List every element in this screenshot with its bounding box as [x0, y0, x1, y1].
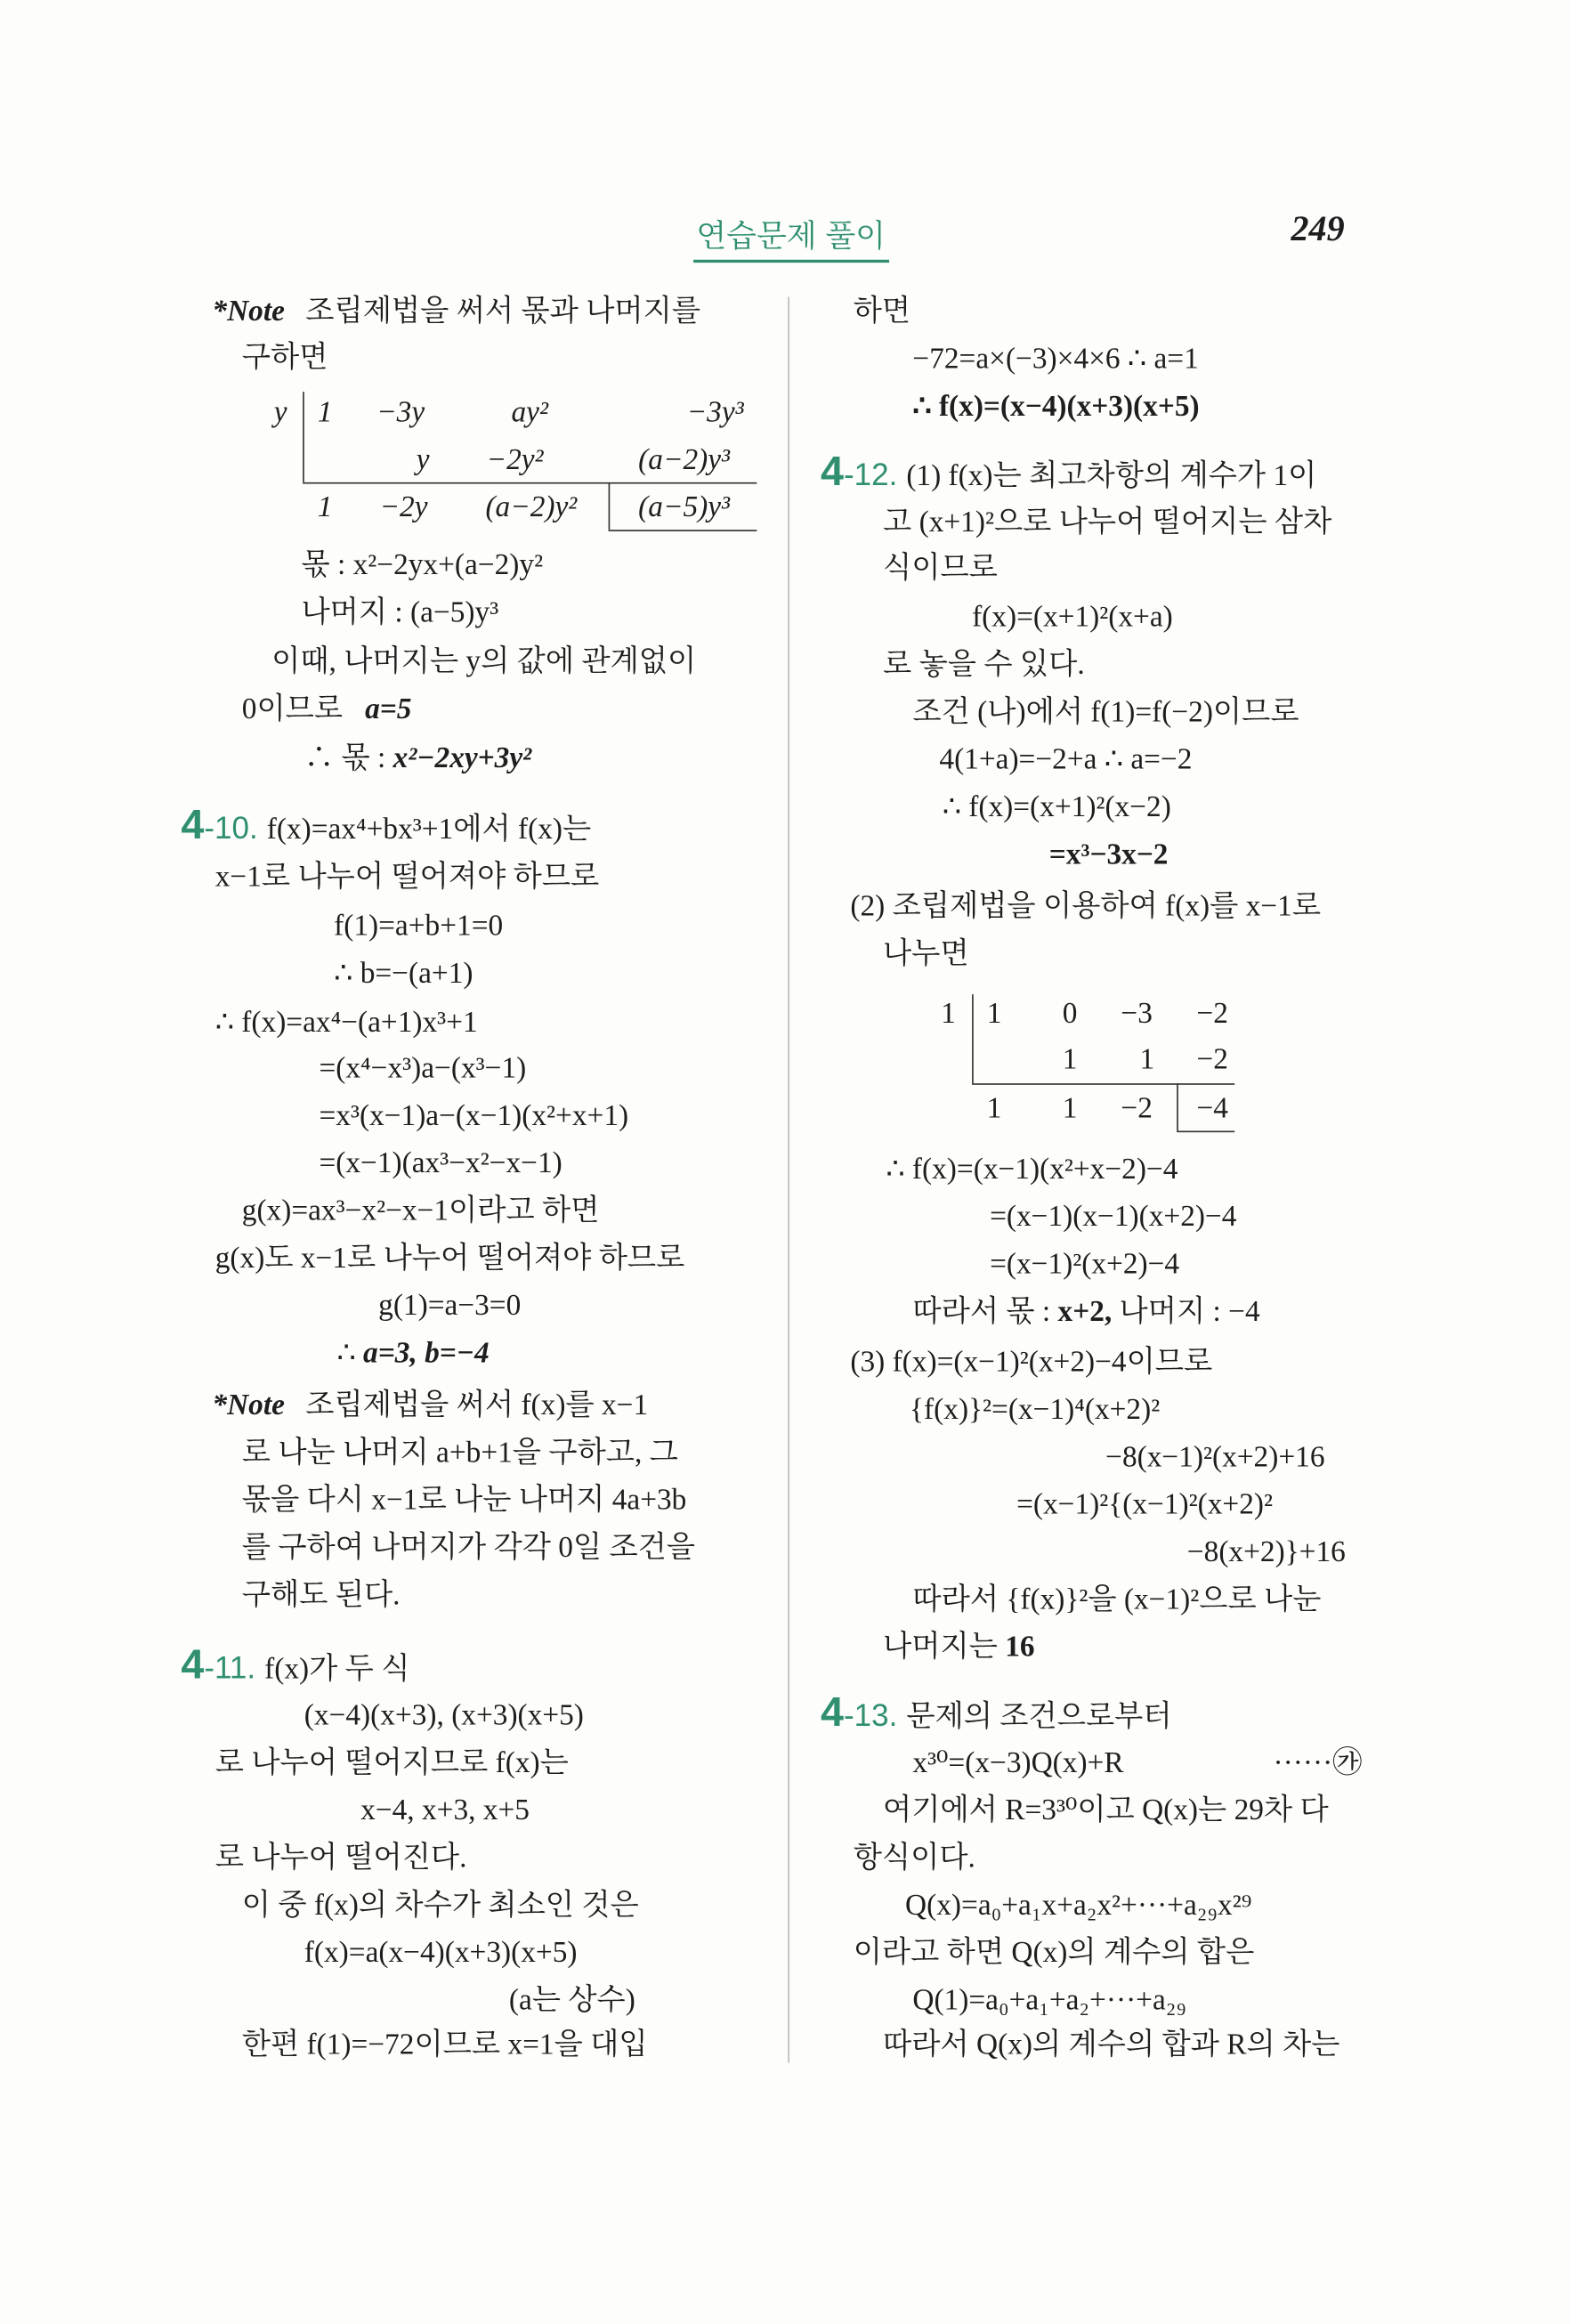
text: f(x)=ax⁴+bx³+1에서 f(x)는: [266, 813, 592, 846]
text-line: 로 놓을 수 있다.: [883, 648, 1085, 682]
text-line: 나머지 : (a−5)y³: [301, 596, 499, 629]
equation-marker: ······㉮: [1273, 1746, 1363, 1780]
text-line: 4(1+a)=−2+a ∴ a=−2: [939, 743, 1193, 776]
note-label: *Note: [212, 295, 285, 328]
answer: 16: [1005, 1631, 1035, 1664]
remainder-cell: −4: [1196, 1092, 1228, 1125]
cell: 1: [986, 997, 1002, 1031]
problem-heading-4-13: [821, 1688, 1172, 1736]
text-line: ∴ f(x)=(x+1)²(x−2): [942, 790, 1171, 824]
division-line: [303, 482, 757, 484]
text-line: (x−4)(x+3), (x+3)(x+5): [303, 1699, 584, 1732]
cell: −2y²: [486, 443, 544, 477]
text-line: (2) 조립제법을 이용하여 f(x)를 x−1로: [850, 890, 1322, 924]
text-line: ∴ f(x)=(x−1)(x²+x−2)−4: [886, 1153, 1178, 1186]
text-line: 로 나누어 떨어진다.: [214, 1842, 467, 1875]
text-line: 로 나누어 떨어지므로 f(x)는: [214, 1746, 569, 1780]
note-text: 조립제법을 써서 몫과 나머지를: [305, 295, 701, 328]
text: ∴ 몫 :: [303, 741, 393, 775]
section-title: 연습문제 풀이: [693, 212, 888, 263]
problem-number: 4: [821, 448, 844, 495]
text-line: 항식이다.: [853, 1842, 975, 1875]
problem-suffix: -13.: [843, 1699, 898, 1734]
answer: a=5: [365, 692, 412, 726]
cell: 1: [1139, 1043, 1155, 1076]
text-line: 로 나눈 나머지 a+b+1을 구하고, 그: [241, 1436, 678, 1470]
text-line: 하면: [853, 295, 911, 328]
cell: −2: [1196, 1043, 1228, 1076]
answer-line: [912, 1294, 1259, 1330]
text-line: =(x−1)(x−1)(x+2)−4: [990, 1200, 1237, 1234]
text-line: −8(x−1)²(x+2)+16: [1105, 1440, 1325, 1474]
division-bar: [972, 994, 974, 1083]
divisor: y: [273, 396, 287, 429]
cell: 1: [317, 490, 333, 524]
cell: 0: [1062, 997, 1078, 1031]
problem-heading-4-10: [181, 801, 592, 848]
text-line: [242, 692, 412, 727]
note-text: 조립제법을 써서 f(x)를 x−1: [305, 1389, 649, 1422]
answer-line: [883, 1630, 1035, 1665]
cell: −3y: [376, 396, 425, 429]
division-line: [972, 1083, 1234, 1085]
cell: y: [416, 443, 430, 477]
text: 나머지는: [883, 1631, 1006, 1664]
text-line: {f(x)}²=(x−1)⁴(x+2)²: [910, 1393, 1161, 1427]
cell: −2: [1196, 997, 1228, 1031]
cell: −2: [1121, 1092, 1153, 1125]
text-line: 이라고 하면 Q(x)의 계수의 합은: [853, 1936, 1255, 1970]
text-line: x−1로 나누어 떨어져야 하므로: [214, 861, 600, 894]
remainder-box: [609, 482, 611, 530]
problem-heading-4-11: [181, 1641, 410, 1688]
text-line: 여기에서 R=3³⁰이고 Q(x)는 29차 다: [883, 1794, 1329, 1827]
cell: −2y: [379, 490, 428, 524]
text-line: Q(1)=a₀+a₁+a₂+···+a₂₉: [912, 1984, 1187, 2017]
text-line: g(x)=ax³−x²−x−1이라고 하면: [241, 1194, 600, 1227]
text-line: x−4, x+3, x+5: [360, 1794, 530, 1827]
text-line: f(x)=(x+1)²(x+a): [972, 601, 1173, 634]
answer-remainder: 나머지 : −4: [1112, 1295, 1260, 1329]
text-line: =(x−1)²{(x−1)²(x+2)²: [1016, 1488, 1273, 1521]
answer: a=3, b=−4: [363, 1337, 490, 1370]
text-line: =(x−1)²(x+2)−4: [990, 1248, 1180, 1281]
divisor: 1: [941, 997, 956, 1031]
remainder-cell: (a−5)y³: [638, 490, 731, 524]
text-line: 나누면: [883, 937, 969, 971]
text-line: 한편 f(1)=−72이므로 x=1을 대입: [241, 2028, 648, 2061]
text-line: 구해도 된다.: [241, 1579, 401, 1612]
text-line: =(x⁴−x³)a−(x³−1): [319, 1052, 527, 1085]
problem-suffix: -10.: [204, 812, 258, 846]
cell: −3y³: [686, 396, 744, 429]
answer-line: [304, 741, 531, 776]
text-line: 따라서 Q(x)의 계수의 합과 R의 차는: [883, 2028, 1340, 2061]
cell: 1: [1062, 1043, 1078, 1076]
problem-suffix: -11.: [204, 1651, 256, 1687]
text-line: 식이므로: [883, 552, 998, 585]
text-line: 몫 : x²−2yx+(a−2)y²: [301, 548, 544, 582]
page-number: 249: [1291, 210, 1345, 250]
column-divider: [788, 296, 789, 2062]
note-label: *Note: [212, 1389, 285, 1422]
text-line: 조건 (나)에서 f(1)=f(−2)이므로: [912, 695, 1299, 729]
text-line: g(1)=a−3=0: [378, 1289, 522, 1323]
text: ∴: [336, 1337, 364, 1370]
text-line: (3) f(x)=(x−1)²(x+2)−4이므로: [850, 1346, 1213, 1379]
text-line: −8(x+2)}+16: [1186, 1535, 1346, 1569]
note-line: [212, 294, 700, 329]
answer-line: ∴ f(x)=(x−4)(x+3)(x+5): [912, 390, 1200, 424]
text-line: =(x−1)(ax³−x²−x−1): [319, 1146, 562, 1180]
text-line: −72=a×(−3)×4×6 ∴ a=1: [912, 343, 1199, 376]
text-line: 를 구하여 나머지가 각각 0일 조건을: [241, 1531, 696, 1565]
text-line: Q(x)=a₀+a₁x+a₂x²+···+a₂₉x²⁹: [905, 1889, 1252, 1923]
problem-heading-4-12: [821, 448, 1317, 495]
text-line: 고 (x+1)²으로 나누어 떨어지는 삼차: [883, 506, 1332, 539]
cell: (a−2)y²: [485, 490, 578, 524]
text-line: =x³(x−1)a−(x−1)(x²+x+1): [319, 1099, 629, 1133]
cell: 1: [1062, 1092, 1078, 1125]
problem-number: 4: [181, 1641, 205, 1688]
text-line: ∴ f(x)=ax⁴−(a+1)x³+1: [214, 1006, 478, 1040]
cell: 1: [986, 1092, 1002, 1125]
problem-number: 4: [821, 1688, 844, 1736]
text-line: f(x)=a(x−4)(x+3)(x+5): [303, 1936, 578, 1970]
answer: x²−2xy+3y²: [392, 741, 532, 775]
text-line: 따라서 {f(x)}²을 (x−1)²으로 나눈: [912, 1583, 1322, 1616]
text: 따라서 몫 :: [912, 1295, 1058, 1329]
answer-quotient: x+2,: [1057, 1295, 1113, 1329]
text-line: x³⁰=(x−3)Q(x)+R: [912, 1746, 1124, 1780]
text-line: 구하면: [241, 341, 328, 375]
cell: 1: [317, 396, 333, 429]
text-line: ∴ b=−(a+1): [334, 957, 473, 991]
answer-line: [336, 1336, 489, 1372]
text-line: 이때, 나머지는 y의 값에 관계없이: [271, 645, 697, 678]
answer-line: =x³−3x−2: [1048, 838, 1169, 871]
problem-suffix: -12.: [843, 458, 898, 493]
text-line: g(x)도 x−1로 나누어 떨어져야 하므로: [214, 1242, 685, 1275]
remainder-box: [609, 530, 757, 531]
text-line: 몫을 다시 x−1로 나눈 나머지 4a+3b: [241, 1484, 687, 1517]
cell: −3: [1121, 997, 1153, 1031]
note-line: [212, 1388, 648, 1423]
text: 문제의 조건으로부터: [906, 1700, 1172, 1734]
text: (1) f(x)는 최고차항의 계수가 1이: [906, 459, 1317, 493]
text: f(x)가 두 식: [264, 1653, 410, 1687]
remainder-box: [1177, 1083, 1178, 1130]
cell: (a−2)y³: [638, 443, 731, 477]
cell: ay²: [511, 396, 548, 429]
text-line: (a는 상수): [508, 1984, 635, 2017]
text-line: 이 중 f(x)의 차수가 최소인 것은: [241, 1889, 639, 1923]
text: 0이므로: [241, 692, 344, 726]
text-line: f(1)=a+b+1=0: [334, 910, 504, 943]
division-bar: [303, 392, 304, 482]
remainder-box: [1177, 1130, 1234, 1132]
problem-number: 4: [181, 801, 205, 848]
